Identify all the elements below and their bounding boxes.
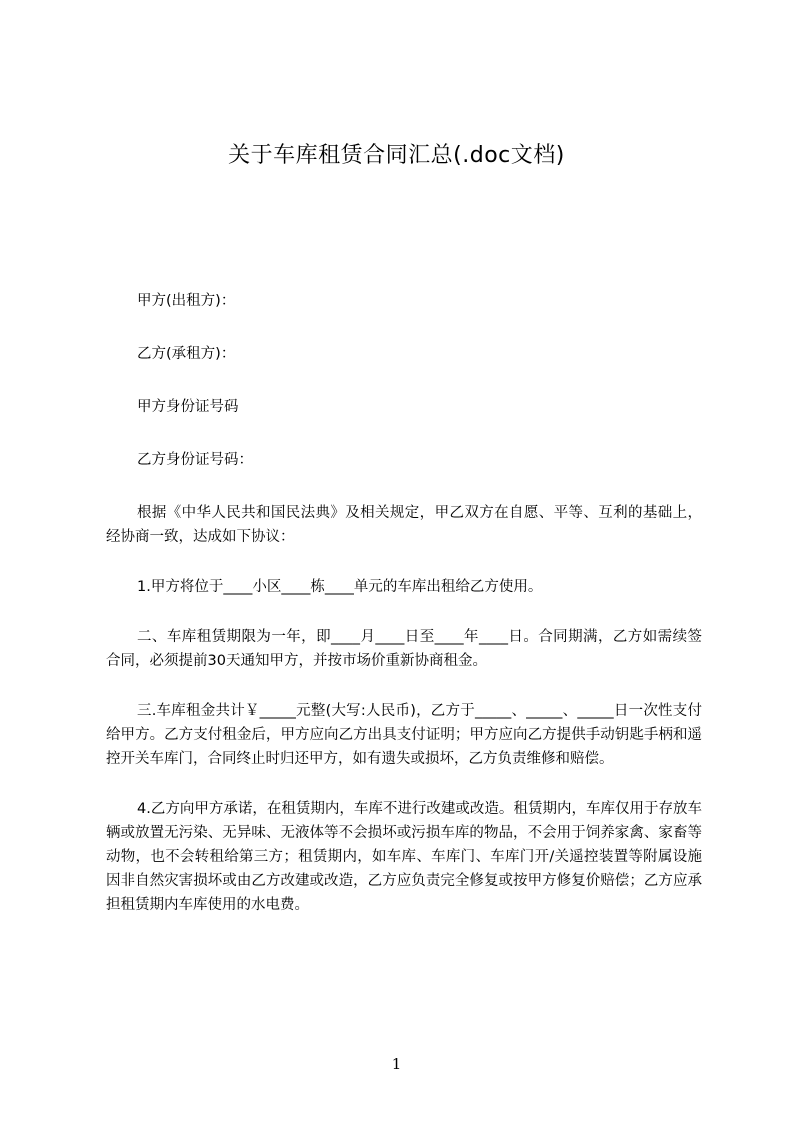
document-body: [106, 289, 702, 943]
party-b-id-field: 乙方身份证号码：: [137, 452, 253, 468]
party-b-field: 乙方(承租方)：: [137, 346, 236, 362]
clause-2-paragraph: 二、车库租赁期限为一年，即____月____日至____年____日。合同期满，乙方如需续签合同，必须提前30天通知甲方，并按市场价重新协商租金。: [106, 629, 702, 669]
document-title: 关于车库租赁合同汇总(.doc文档): [228, 143, 565, 168]
party-a-field: 甲方(出租方)：: [137, 293, 236, 309]
clause-3-paragraph: 三.车库租金共计￥_____元整(大写:人民币)，乙方于_____、_____、_____日一次性支付给甲方。乙方支付租金后，甲方应向乙方出具支付证明；甲方应向乙方提供手动钥匙手柄和遥控开关车库门，合同终止时归还甲方，如有遗失或损坏，乙方负责维修和赔偿。: [106, 703, 702, 767]
page-number: 1: [391, 1055, 402, 1073]
clause-4-paragraph: 4.乙方向甲方承诺，在租赁期内，车库不进行改建或改造。租赁期内，车库仅用于存放车辆或放置无污染、无异味、无液体等不会损坏或污损车库的物品，不会用于饲养家禽、家畜等动物，也不会转租给第三方；租赁期内，如车库、车库门、车库门开/关遥控装置等附属设施因非自然灾害损坏或由乙方改建或改造，乙方应负责完全修复或按甲方修复价赔偿；乙方应承担租赁期内车库使用的水电费。: [106, 801, 702, 913]
clause-1-paragraph: 1.甲方将位于____小区____栋____单元的车库出租给乙方使用。: [137, 579, 543, 595]
preamble-paragraph: 根据《中华人民共和国民法典》及相关规定，甲乙双方在自愿、平等、互利的基础上，经协商一致，达成如下协议：: [106, 505, 702, 545]
party-a-id-field: 甲方身份证号码: [137, 399, 239, 415]
